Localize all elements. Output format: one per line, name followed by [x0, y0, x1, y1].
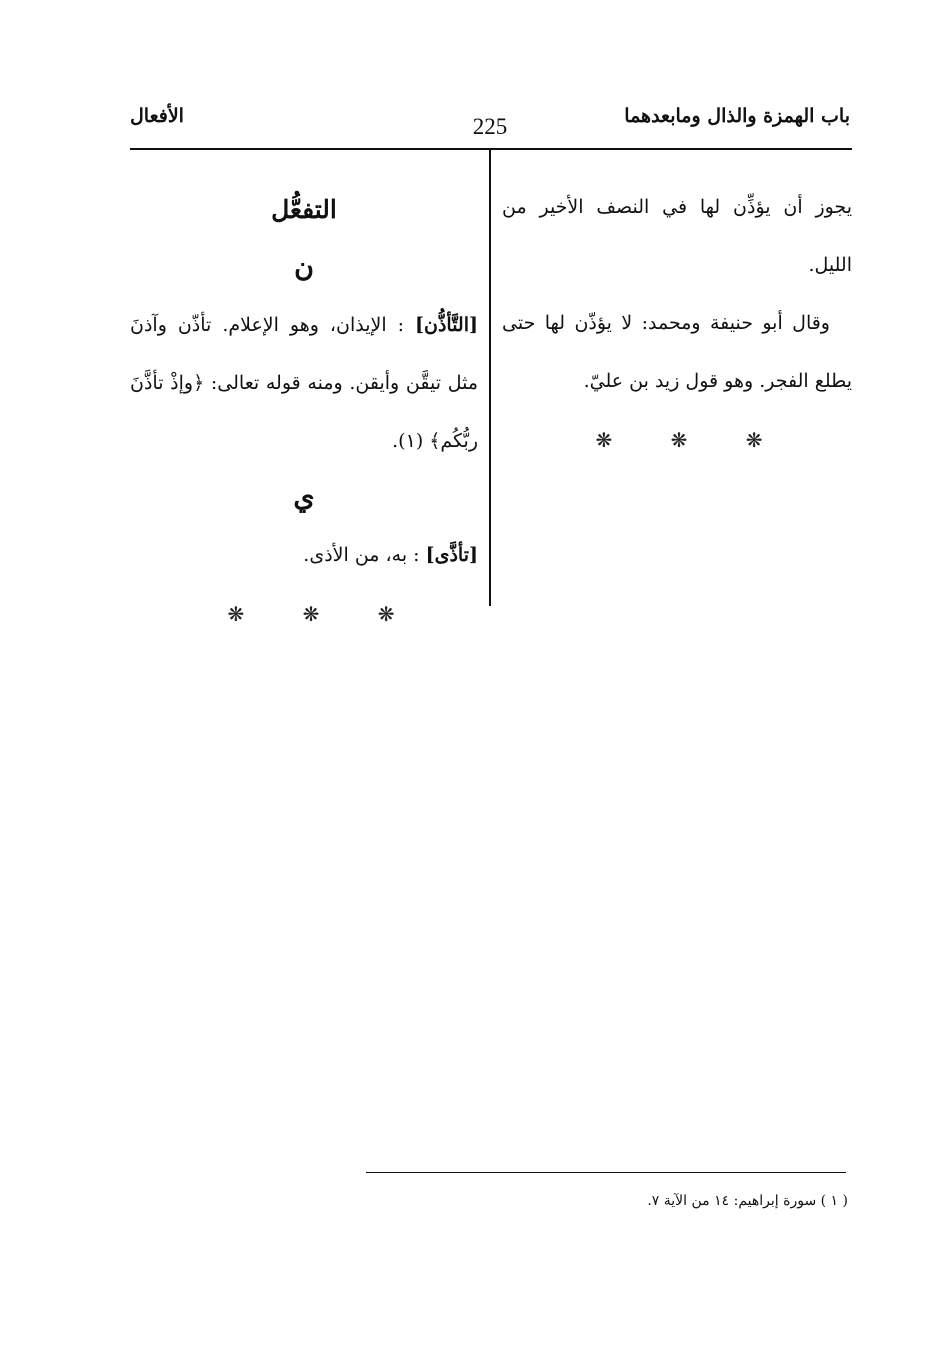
- entry-term: [تأذَّى]: [425, 544, 478, 566]
- footnote: ( ١ ) سورة إبراهيم: ١٤ من الآية ٧.: [647, 1193, 848, 1209]
- entry-definition: : به، من الأذى.: [303, 544, 420, 566]
- page-number: 225: [472, 114, 508, 139]
- section-title: التفعُّل: [271, 195, 337, 224]
- header-rule: [130, 148, 852, 150]
- chapter-header: باب الهمزة والذال ومابعدهما: [624, 105, 850, 127]
- entry-term: [التَّأذُّن]: [415, 314, 478, 336]
- right-column: [502, 178, 852, 470]
- entry-taadhdhun: [130, 296, 478, 470]
- section-separator: ❋ ❋ ❋: [227, 602, 421, 626]
- right-paragraph-1: يجوز أن يؤذِّن لها في النصف الأخير من الليل.: [502, 196, 852, 276]
- section-separator: ❋ ❋ ❋: [595, 428, 789, 452]
- section-header: الأفعال: [130, 105, 184, 127]
- column-divider: [489, 150, 491, 606]
- entry-definition: : الإيذان، وهو الإعلام. تأذّن وآذنَ مثل تيقَّن وأيقن. ومنه قوله تعالى: ﴿وإذْ تأذَّنَ ربُّكُم﴾ (١).: [130, 314, 478, 452]
- letter-heading-ya: ي: [293, 482, 315, 513]
- left-column: [130, 180, 478, 644]
- entry-taadhdha: [130, 526, 478, 584]
- right-paragraph-2: وقال أبو حنيفة ومحمد: لا يؤذّن لها حتى يطلع الفجر. وهو قول زيد بن عليّ.: [502, 312, 852, 392]
- footnote-rule: [366, 1172, 846, 1173]
- letter-heading-nun: ن: [294, 252, 314, 283]
